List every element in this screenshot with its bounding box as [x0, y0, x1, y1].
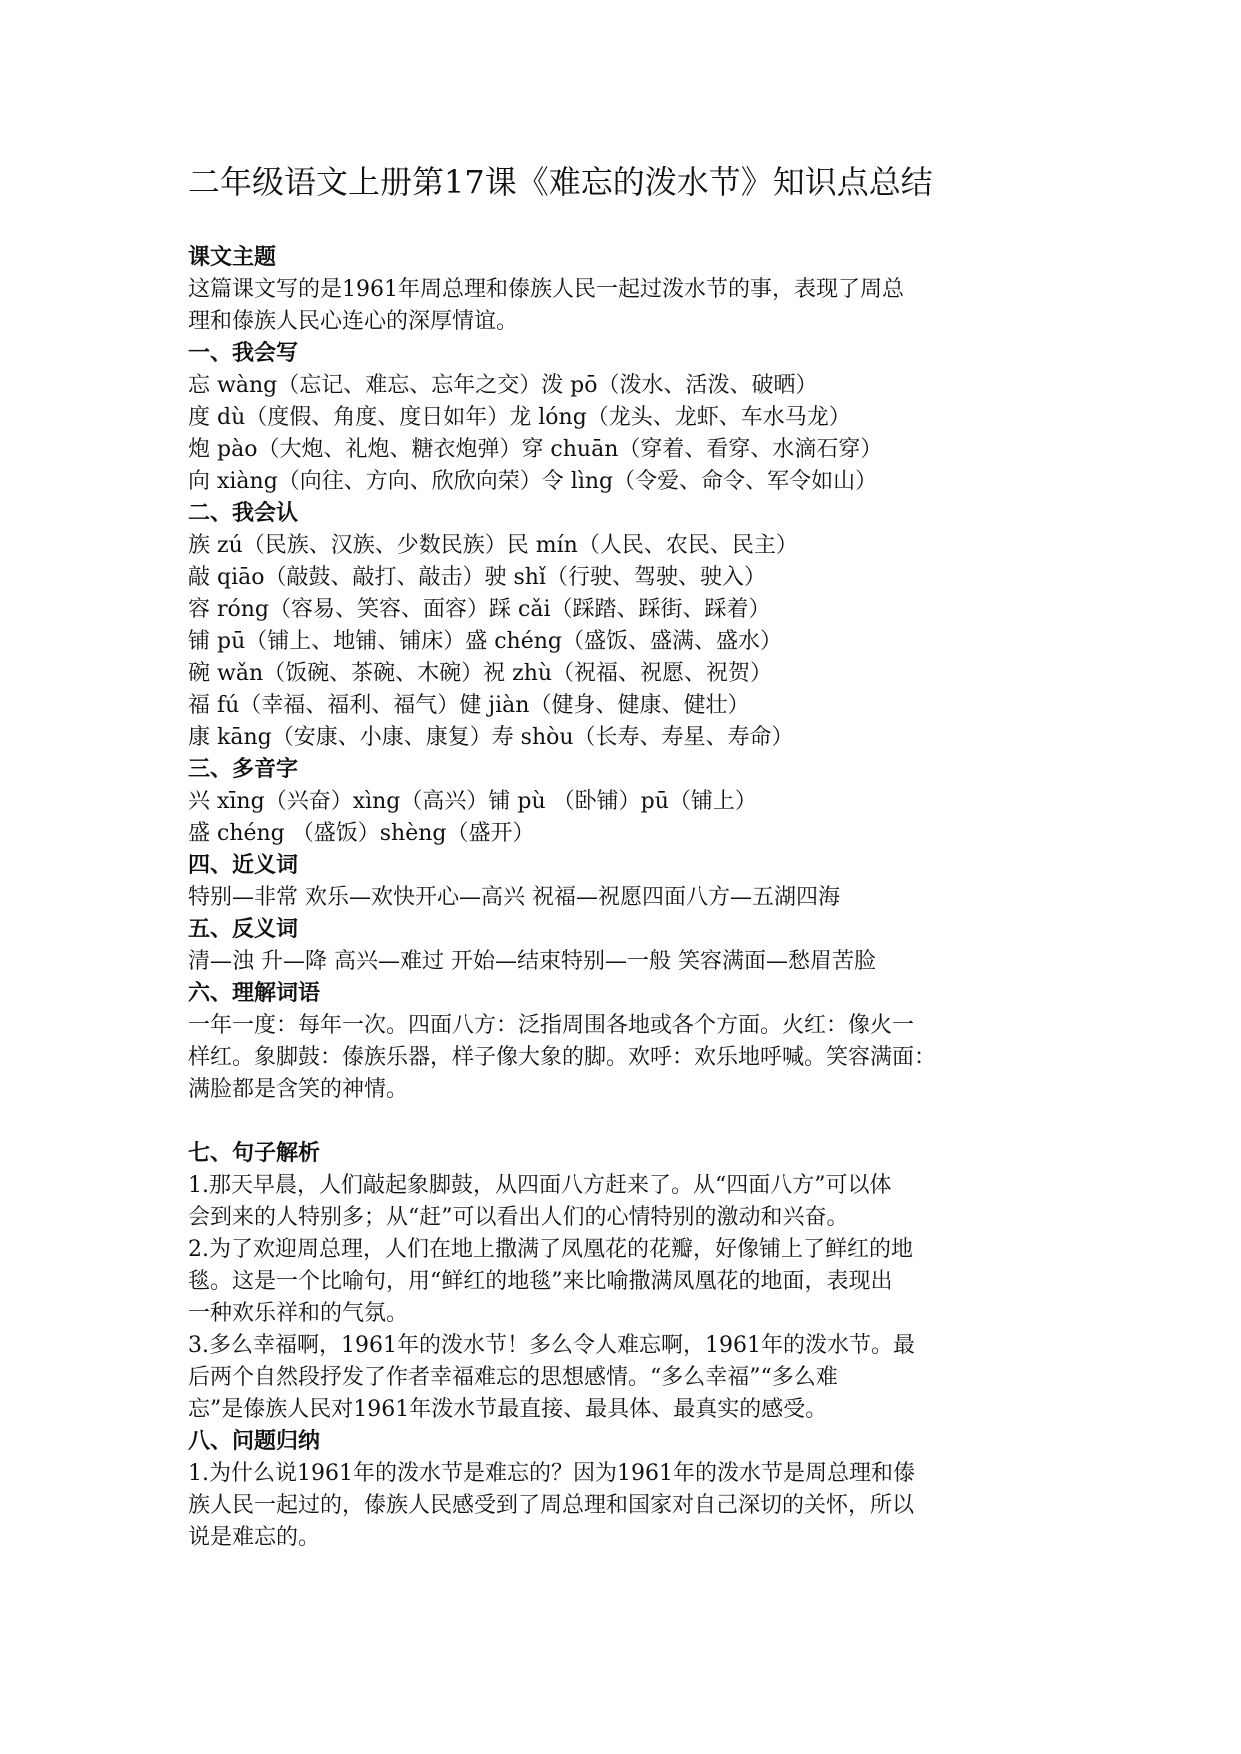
section-polyphone — [188, 754, 1068, 850]
text-line: 特别—非常 欢乐—欢快开心—高兴 祝福—祝愿四面八方—五湖四海 — [188, 885, 840, 910]
text-line: 理和傣族人民心连心的深厚情谊。 — [188, 309, 519, 334]
blank-line — [188, 1106, 1068, 1138]
text-line: 会到来的人特别多；从“赶”可以看出人们的心情特别的激动和兴奋。 — [188, 1205, 849, 1230]
section-heading-sentences: 七、句子解析 — [188, 1141, 321, 1166]
section-heading-theme: 课文主题 — [188, 245, 277, 270]
text-line: 忘”是傣族人民对1961年泼水节最直接、最具体、最真实的感受。 — [188, 1397, 828, 1422]
text-line: 康 kāng（安康、小康、康复）寿 shòu（长寿、寿星、寿命） — [188, 725, 794, 750]
section-words — [188, 978, 1068, 1106]
section-antonyms — [188, 914, 1068, 978]
section-heading-recognize: 二、我会认 — [188, 501, 299, 526]
text-line: 一年一度：每年一次。四面八方：泛指周围各地或各个方面。火红：像火一 — [188, 1013, 915, 1038]
text-line: 2.为了欢迎周总理，人们在地上撒满了凤凰花的花瓣，好像铺上了鲜红的地 — [188, 1237, 913, 1262]
section-write — [188, 338, 1068, 498]
text-line: 向 xiàng（向往、方向、欣欣向荣）令 lìng（令爱、命令、军令如山） — [188, 469, 878, 494]
text-line: 碗 wǎn（饭碗、茶碗、木碗）祝 zhù（祝福、祝愿、祝贺） — [188, 661, 773, 686]
text-line: 说是难忘的。 — [188, 1525, 321, 1550]
section-questions — [188, 1426, 1068, 1554]
section-theme — [188, 242, 1068, 338]
section-heading-questions: 八、问题归纳 — [188, 1429, 321, 1454]
text-line: 盛 chéng （盛饭）shèng（盛开） — [188, 821, 535, 846]
text-line: 清—浊 升—降 高兴—难过 开始—结束特别—一般 笑容满面—愁眉苦脸 — [188, 949, 876, 974]
text-line: 这篇课文写的是1961年周总理和傣族人民一起过泼水节的事，表现了周总 — [188, 277, 904, 302]
text-line: 满脸都是含笑的神情。 — [188, 1077, 409, 1102]
document-content — [188, 160, 1068, 1554]
text-line: 福 fú（幸福、福利、福气）健 jiàn（健身、健康、健壮） — [188, 693, 750, 718]
text-line: 样红。象脚鼓：傣族乐器，样子像大象的脚。欢呼：欢乐地呼喊。笑容满面： — [188, 1045, 937, 1070]
section-heading-antonyms: 五、反义词 — [188, 917, 299, 942]
text-line: 族 zú（民族、汉族、少数民族）民 mín（人民、农民、民主） — [188, 533, 798, 558]
section-recognize — [188, 498, 1068, 754]
text-line: 3.多么幸福啊，1961年的泼水节！多么令人难忘啊，1961年的泼水节。最 — [188, 1333, 915, 1358]
section-heading-write: 一、我会写 — [188, 341, 299, 366]
section-synonyms — [188, 850, 1068, 914]
text-line: 忘 wàng（忘记、难忘、忘年之交）泼 pō（泼水、活泼、破晒） — [188, 373, 818, 398]
text-line: 敲 qiāo（敲鼓、敲打、敲击）驶 shǐ（行驶、驾驶、驶入） — [188, 565, 766, 590]
document-title: 二年级语文上册第17课《难忘的泼水节》知识点总结 — [188, 163, 933, 201]
text-line: 炮 pào（大炮、礼炮、糖衣炮弹）穿 chuān（穿着、看穿、水滴石穿） — [188, 437, 883, 462]
text-line: 度 dù（度假、角度、度日如年）龙 lóng（龙头、龙虾、车水马龙） — [188, 405, 851, 430]
section-heading-polyphone: 三、多音字 — [188, 757, 299, 782]
text-line: 族人民一起过的，傣族人民感受到了周总理和国家对自己深切的关怀，所以 — [188, 1493, 915, 1518]
text-line: 容 róng（容易、笑容、面容）踩 cǎi（踩踏、踩街、踩着） — [188, 597, 771, 622]
text-line: 毯。这是一个比喻句，用“鲜红的地毯”来比喻撒满凤凰花的地面，表现出 — [188, 1269, 893, 1294]
text-line: 兴 xīng（兴奋）xìng（高兴）铺 pù （卧铺）pū（铺上） — [188, 789, 757, 814]
section-heading-words: 六、理解词语 — [188, 981, 321, 1006]
section-sentences — [188, 1138, 1068, 1426]
text-line: 铺 pū（铺上、地铺、铺床）盛 chéng（盛饭、盛满、盛水） — [188, 629, 783, 654]
text-line: 1.为什么说1961年的泼水节是难忘的？因为1961年的泼水节是周总理和傣 — [188, 1461, 915, 1486]
text-line: 后两个自然段抒发了作者幸福难忘的思想感情。“多么幸福”“多么难 — [188, 1365, 838, 1390]
section-heading-synonyms: 四、近义词 — [188, 853, 299, 878]
text-line: 1.那天早晨，人们敲起象脚鼓，从四面八方赶来了。从“四面八方”可以体 — [188, 1173, 892, 1198]
text-line: 一种欢乐祥和的气氛。 — [188, 1301, 409, 1326]
